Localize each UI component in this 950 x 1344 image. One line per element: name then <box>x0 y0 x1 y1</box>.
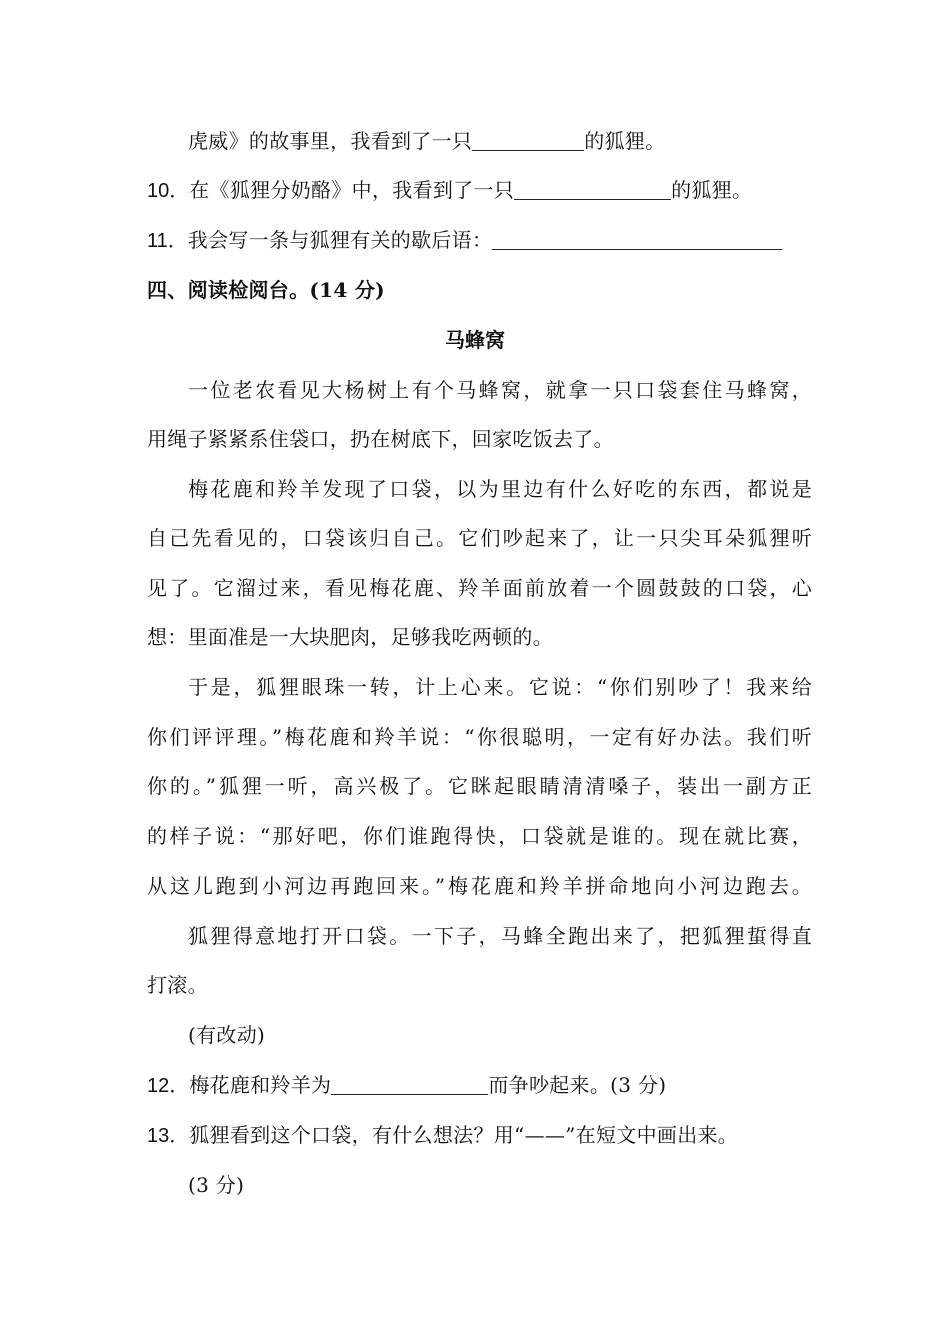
source-note: (有改动) <box>188 1023 266 1047</box>
passage-line: 于是，狐狸眼珠一转，计上心来。它说：“你们别吵了！我来给 <box>188 675 812 699</box>
passage-line: 你们评评理。”梅花鹿和羚羊说：“你很聪明，一定有好办法。我们听 <box>147 725 812 749</box>
passage-line: 自己先看见的，口袋该归自己。它们吵起来了，让一只尖耳朵狐狸听 <box>147 526 812 550</box>
q9-tail-after: 的狐狸。 <box>584 129 666 153</box>
q12-line <box>147 1071 812 1100</box>
q10-answer-blank[interactable] <box>514 177 671 200</box>
q11-answer-blank[interactable] <box>492 227 782 250</box>
q13-text: 狐狸看到这个口袋，有什么想法？用“——”在短文中画出来。 <box>189 1123 739 1147</box>
passage-line: 一位老农看见大杨树上有个马蜂窝，就拿一只口袋套住马蜂窝， <box>188 378 812 402</box>
q11-number: 11． <box>147 230 188 252</box>
q13-number: 13． <box>147 1125 190 1147</box>
q10-before: 在《狐狸分奶酪》中，我看到了一只 <box>189 178 515 202</box>
q10-after: 的狐狸。 <box>671 178 753 202</box>
passage-line: 你的。”狐狸一听，高兴极了。它眯起眼睛清清嗓子，装出一副方正 <box>147 774 812 798</box>
passage-line: 想：里面准是一大块肥肉，足够我吃两顿的。 <box>147 625 553 649</box>
q12-after: 而争吵起来。(3 分) <box>488 1073 667 1097</box>
passage-line: 的样子说：“那好吧，你们谁跑得快，口袋就是谁的。现在就比赛， <box>147 824 812 848</box>
q11-line <box>147 226 812 255</box>
q9-tail-line <box>188 127 812 155</box>
q13-score: (3 分) <box>188 1173 245 1197</box>
q12-answer-blank[interactable] <box>331 1072 488 1095</box>
q12-before: 梅花鹿和羚羊为 <box>189 1073 332 1097</box>
q9-tail-before: 虎威》的故事里，我看到了一只 <box>188 129 473 153</box>
section4-heading: 四、阅读检阅台。(14 分) <box>147 278 385 302</box>
q13-line <box>147 1121 812 1150</box>
passage-line: 从这儿跑到小河边再跑回来。”梅花鹿和羚羊拼命地向小河边跑去。 <box>147 874 812 898</box>
q10-line <box>147 176 812 205</box>
q9-answer-blank[interactable] <box>472 128 584 151</box>
q10-number: 10． <box>147 180 190 202</box>
passage-line: 梅花鹿和羚羊发现了口袋，以为里边有什么好吃的东西，都说是 <box>188 477 812 501</box>
passage-line: 狐狸得意地打开口袋。一下子，马蜂全跑出来了，把狐狸蜇得直 <box>188 924 812 948</box>
passage-line: 用绳子紧紧系住袋口，扔在树底下，回家吃饭去了。 <box>147 427 614 451</box>
q11-text: 我会写一条与狐狸有关的歇后语： <box>187 228 493 252</box>
passage-title: 马蜂窝 <box>445 328 505 352</box>
passage-line: 打滚。 <box>147 973 208 997</box>
q12-number: 12． <box>147 1075 190 1097</box>
passage-line: 见了。它溜过来，看见梅花鹿、羚羊面前放着一个圆鼓鼓的口袋，心 <box>147 576 812 600</box>
